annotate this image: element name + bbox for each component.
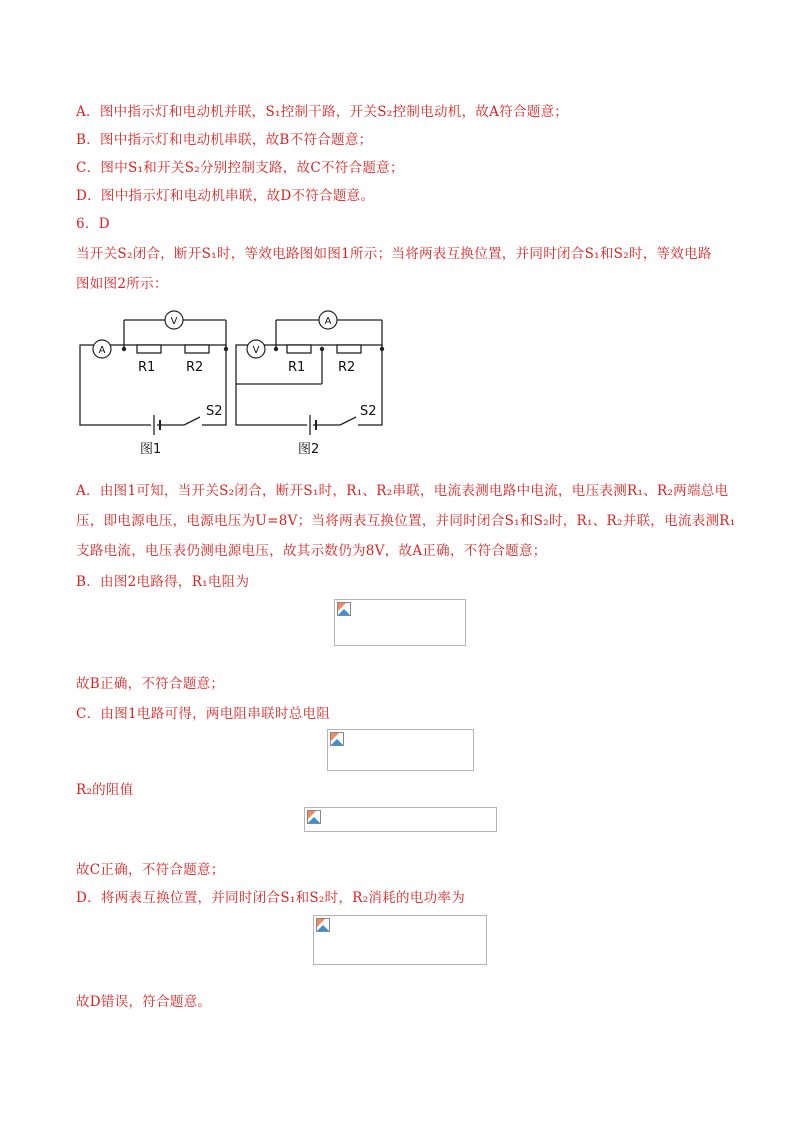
option-d-q5: D．图中指示灯和电动机串联，故D不符合题意。 [76,188,375,204]
c6-line-1: C．由图1电路可得，两电阻串联时总电阻 [76,706,331,722]
a6-line-1: A．由图1可知，当开关S₂闭合，断开S₁时，R₁、R₂串联，电流表测电路中电流，电压表测R₁、R₂两端总电 [76,483,729,499]
intro-line-2: 图如图2所示： [76,276,168,292]
voltmeter-label-fig2: V [252,345,260,356]
b6-line-1: B．由图2电路得，R₁电阻为 [76,574,250,590]
d6-line-2: 故D错误，符合题意。 [76,994,212,1010]
option-b-q5: B．图中指示灯和电动机串联，故B不符合题意； [76,132,373,148]
ammeter-label-fig2: A [324,316,332,327]
broken-image-icon [330,732,344,746]
formula-placeholder-1 [334,599,466,646]
broken-image-icon [307,810,321,824]
option-c-q5: C．图中S₁和开关S₂分别控制支路，故C不符合题意； [76,160,404,176]
r2-label-fig1: R2 [186,360,204,375]
r1-label-fig2: R1 [288,360,306,375]
r2-label-fig2: R2 [338,360,356,375]
r1-label-fig1: R1 [138,360,156,375]
a6-line-3: 支路电流，电压表仍测电源电压，故其示数仍为8V，故A正确，不符合题意； [76,543,547,559]
voltmeter-label-fig1: V [170,316,178,327]
c6-line-2: R₂的阻值 [76,782,134,798]
formula-placeholder-3 [304,807,497,832]
switch-label-fig2: S2 [360,404,377,419]
formula-placeholder-4 [313,915,487,965]
broken-image-icon [316,918,330,932]
caption-fig2: 图2 [298,442,320,457]
formula-placeholder-2 [327,729,474,771]
circuit-figures [76,305,396,460]
ammeter-label-fig1: A [98,345,106,356]
c6-line-3: 故C正确，不符合题意； [76,862,225,878]
question-6-answer: 6．D [76,216,110,232]
switch-label-fig1: S2 [206,404,223,419]
caption-fig1: 图1 [140,442,162,457]
b6-line-2: 故B正确，不符合题意； [76,676,225,692]
option-a-q5: A．图中指示灯和电动机并联，S₁控制干路，开关S₂控制电动机，故A符合题意； [76,104,569,120]
a6-line-2: 压，即电源电压，电源电压为U=8V；当将两表互换位置，并同时闭合S₁和S₂时，R₁、R₂并联，电流表测R₁ [76,513,736,529]
intro-line-1: 当开关S₂闭合，断开S₁时，等效电路图如图1所示；当将两表互换位置，并同时闭合S₁和S₂时，等效电路 [76,246,712,262]
d6-line-1: D．将两表互换位置，并同时闭合S₁和S₂时，R₂消耗的电功率为 [76,890,466,906]
broken-image-icon [337,602,351,616]
